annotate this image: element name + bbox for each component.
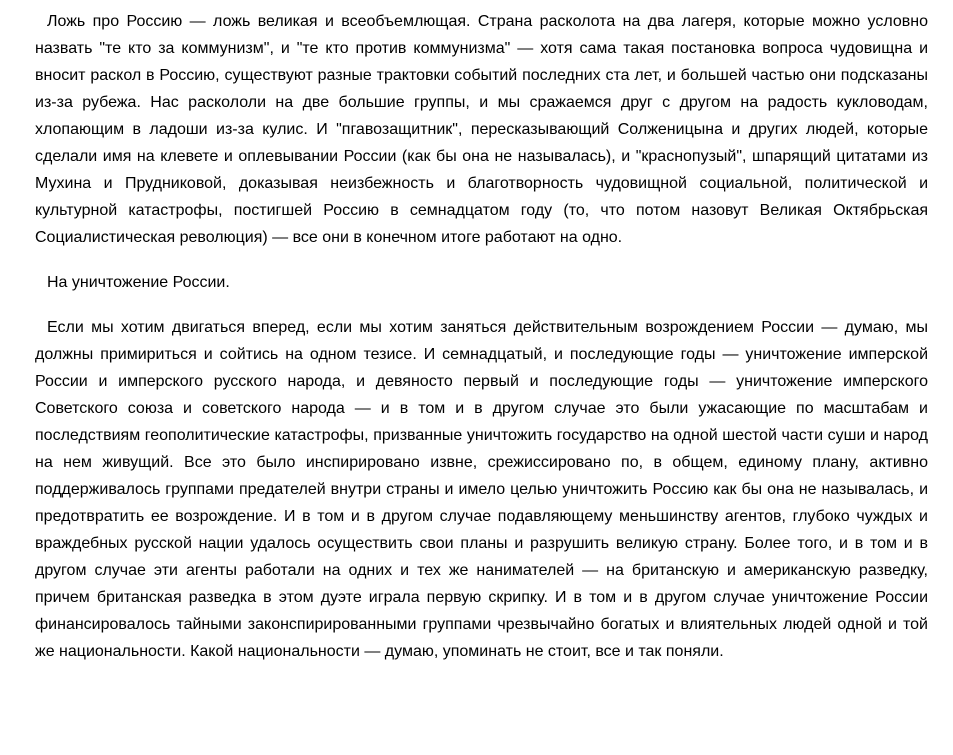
paragraph-2: На уничтожение России. xyxy=(47,274,230,291)
paragraph-3: Если мы хотим двигаться вперед, если мы хотим заняться действительным возрождением России — думаю, мы должны примириться и сойтись на одном тезисе. И семнадцатый, и последующие годы — уничтожение имперской России и имперского русского народа, и девяносто первый и последующие годы — уничтожение имперского Советского союза и советского народа — и в том и в другом случае это были ужасающие по масштабам и последствиям геополитические катастрофы, призванные уничтожить государство на одной шестой части суши и народ на нем живущий. Все это было инспирировано извне, срежиссировано по, в общем, единому плану, активно поддерживалось группами предателей внутри страны и имело целью уничтожить Россию как бы она не называлась, и предотвратить ее возрождение. И в том и в другом случае подавляющему меньшинству агентов, глубоко чуждых и враждебных русской нации удалось осуществить свои планы и разрушить великую страну. Более того, и в том и в другом случае эти агенты работали на одних и тех же нанимателей — на британскую и американскую разведку, причем британская разведка в этом дуэте играла первую скрипку. И в том и в другом случае уничтожение России финансировалось тайными законспирированными группами чрезвычайно богатых и влиятельных людей одной и той же национальности. Какой национальности — думаю, упоминать не стоит, все и так поняли. xyxy=(35,319,928,660)
paragraph-1: Ложь про Россию — ложь великая и всеобъемлющая. Страна расколота на два лагеря, которые можно условно назвать "те кто за коммунизм", и "те кто против коммунизма" — хотя сама такая постановка вопроса чудовищна и вносит раскол в Россию, существуют разные трактовки событий последних ста лет, и большей частью они подсказаны из-за рубежа. Нас раскололи на две большие группы, и мы сражаемся друг с другом на радость кукловодам, хлопающим в ладоши из-за кулис. И "пгавозащитник", пересказывающий Солженицына и других людей, которые сделали имя на клевете и оплевывании России (как бы она не называлась), и "краснопузый", шпарящий цитатами из Мухина и Прудниковой, доказывая неизбежность и благотворность чудовищной социальной, политической и культурной катастрофы, постигшей Россию в семнадцатом году (то, что потом назовут Великая Октябрьская Социалистическая революция) — все они в конечном итоге работают на одно. xyxy=(35,13,928,246)
